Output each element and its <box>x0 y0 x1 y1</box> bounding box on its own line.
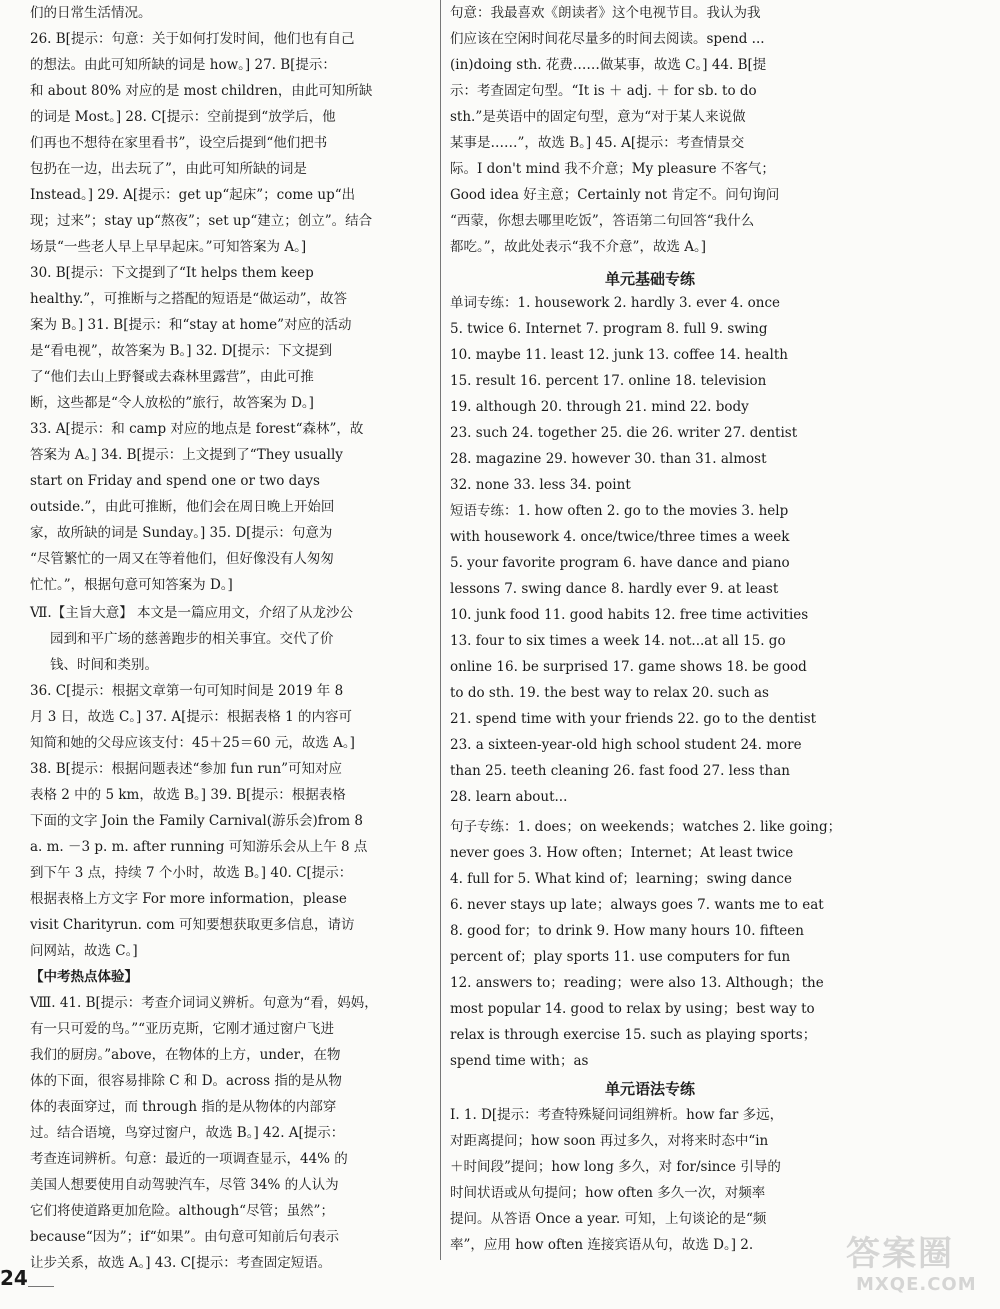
text-line: Good idea 好主意；Certainly not 肯定不。问句询问 <box>450 187 780 203</box>
text-line: 的想法。由此可知所缺的词是 how。] 27. B[提示： <box>30 57 336 73</box>
text-line: spend time with；as <box>450 1053 589 1069</box>
text-line: 时间状语或从句提问；how often 多久一次，对频率 <box>450 1185 766 1201</box>
text-line: 对距离提问；how soon 再过多久，对将来时态中“in <box>450 1133 769 1149</box>
text-line: 13. four to six times a week 14. not...at all 15. go <box>450 633 786 649</box>
text-line: 单词专练：1. housework 2. hardly 3. ever 4. once <box>450 295 781 311</box>
text-line: 12. answers to；reading；were also 13. Although；the <box>450 975 824 991</box>
text-line: 28. magazine 29. however 30. than 31. almost <box>450 451 767 467</box>
text-line: start on Friday and spend one or two days <box>30 473 320 489</box>
text-line: 30. B[提示：下文提到了“It helps them keep <box>30 265 314 281</box>
text-line: 21. spend time with your friends 22. go to the dentist <box>450 711 817 727</box>
text-line: 32. none 33. less 34. point <box>450 477 631 493</box>
text-line: 4. full for 5. What kind of；learning；swing dance <box>450 871 792 887</box>
text-line: 答案为 A。] 34. B[提示：上文提到了“They usually <box>30 447 343 463</box>
text-line: 10. maybe 11. least 12. junk 13. coffee 14. health <box>450 347 788 363</box>
text-line: 家，故所缺的词是 Sunday。] 35. D[提示：句意为 <box>30 525 333 541</box>
text-line: 下面的文字 Join the Family Carnival(游乐会)from 8 <box>30 813 364 829</box>
section-title-basic-practice: 单元基础专练 <box>604 270 695 288</box>
text-line: never goes 3. How often；Internet；At least twice <box>450 845 794 861</box>
text-line: “西蒙，你想去哪里吃饭”，答语第二句回答“我什么 <box>450 213 755 229</box>
text-line: 案为 B。] 31. B[提示：和“stay at home”对应的活动 <box>30 317 352 333</box>
text-line: 提问。从答语 Once a year. 可知，上句谈论的是“频 <box>450 1211 767 1227</box>
text-line: lessons 7. swing dance 8. hardly ever 9. at least <box>450 581 779 597</box>
text-line: 短语专练：1. how often 2. go to the movies 3. help <box>450 503 789 519</box>
text-line: 8. good for；to drink 9. How many hours 10. fifteen <box>450 923 804 939</box>
text-line: 是“看电视”，故答案为 B。] 32. D[提示：下文提到 <box>30 343 333 359</box>
watermark-text: 答案圈 <box>846 1234 954 1274</box>
text-line: 场景“一些老人早上早早起床。”可知答案为 A。] <box>30 239 307 255</box>
text-line: 们应该在空闲时间花尽量多的时间去阅读。spend ... <box>450 31 765 47</box>
text-line: sth.”是英语中的固定句型，意为“对于某人来说做 <box>450 109 746 125</box>
text-line: because“因为”；if“如果”。由句意可知前后句表示 <box>30 1229 340 1245</box>
text-line: outside.”，由此可推断，他们会在周日晚上开始回 <box>30 499 335 515</box>
text-line: (in)doing sth. 花费……做某事，故选 C。] 44. B[提 <box>450 57 767 73</box>
text-line: 5. twice 6. Internet 7. program 8. full 9. swing <box>450 321 768 337</box>
text-line: 了“他们去山上野餐或去森林里露营”，由此可推 <box>30 369 314 385</box>
page-number: 24 <box>0 1266 28 1290</box>
text-line: most popular 14. good to relax by using；best way to <box>450 1001 815 1017</box>
text-line: 19. although 20. through 21. mind 22. body <box>450 399 749 415</box>
page-rule <box>28 1286 54 1287</box>
text-line: a. m. －3 p. m. after running 可知游乐会从上午 8 点 <box>30 839 368 855</box>
text-line: 5. your favorite program 6. have dance and piano <box>450 555 790 571</box>
text-line: online 16. be surprised 17. game shows 18. be good <box>450 659 807 675</box>
text-line: healthy.”，可推断与之搭配的短语是“做运动”，故答 <box>30 291 347 307</box>
text-line: 我们的厨房。”above，在物体的上方，under，在物 <box>30 1047 341 1063</box>
text-line: 包扔在一边，出去玩了”，由此可知所缺的词是 <box>30 161 307 177</box>
text-line: 都吃。”，故此处表示“我不介意”，故选 A。] <box>450 239 707 255</box>
text-line: 10. junk food 11. good habits 12. free time activities <box>450 607 809 623</box>
text-line: percent of；play sports 11. use computers for fun <box>450 949 791 965</box>
text-line: 36. C[提示：根据文章第一句可知时间是 2019 年 8 <box>30 683 344 699</box>
text-line: Ⅷ. 41. B[提示：考查介词词义辨析。句意为“看，妈妈， <box>30 995 378 1011</box>
text-line: 考查连词辨析。句意：最近的一项调查显示，44% 的 <box>30 1151 348 1167</box>
text-line: 表格 2 中的 5 km，故选 B。] 39. B[提示：根据表格 <box>30 787 346 803</box>
text-line: 钱、时间和类别。 <box>50 657 158 673</box>
text-line: 际。I don't mind 我不介意；My pleasure 不客气； <box>450 161 775 177</box>
text-line: Ⅰ. 1. D[提示：考查特殊疑问词组辨析。how far 多远， <box>450 1107 784 1123</box>
column-divider <box>440 0 441 1260</box>
text-line: 26. B[提示：句意：关于如何打发时间，他们也有自己 <box>30 31 355 47</box>
text-line: 句子专练：1. does；on weekends；watches 2. like going； <box>450 819 842 835</box>
text-line: 23. a sixteen-year-old high school student 24. more <box>450 737 802 753</box>
text-line: 示：考查固定句型。“It is ＋ adj. ＋ for sb. to do <box>450 83 757 99</box>
text-line: 15. result 16. percent 17. online 18. television <box>450 373 767 389</box>
text-line: 体的表面穿过，而 through 指的是从物体的内部穿 <box>30 1099 337 1115</box>
section-title-grammar-practice: 单元语法专练 <box>604 1080 695 1098</box>
text-line: to do sth. 19. the best way to relax 20. such as <box>450 685 769 701</box>
text-line: 到下午 3 点，持续 7 个小时，故选 B。] 40. C[提示： <box>30 865 353 881</box>
section-summary: Ⅶ.【主旨大意】 本文是一篇应用文，介绍了从龙沙公 <box>30 605 354 621</box>
text-line: 6. never stays up late；always goes 7. wants me to eat <box>450 897 824 913</box>
text-line: 有一只可爱的鸟。”“亚历克斯，它刚才通过窗户飞进 <box>30 1021 335 1037</box>
text-line: with housework 4. once/twice/three times a week <box>450 529 790 545</box>
text-line: 问网站，故选 C。] <box>30 943 138 959</box>
text-line: than 25. teeth cleaning 26. fast food 27. less than <box>450 763 790 779</box>
text-line: 和 about 80% 对应的是 most children，由此可知所缺 <box>30 83 373 99</box>
text-line: 园到和平广场的慈善跑步的相关事宜。交代了价 <box>50 631 334 647</box>
text-line: 们的日常生活情况。 <box>30 5 152 21</box>
text-line: 现；过来”；stay up“熬夜”；set up“建立；创立”。结合 <box>30 213 373 229</box>
watermark-url: MXQE.COM <box>856 1274 977 1295</box>
text-line: 知简和她的父母应该支付：45＋25＝60 元，故选 A。] <box>30 735 355 751</box>
section-heading: 【中考热点体验】 <box>30 969 138 985</box>
text-line: Instead。] 29. A[提示：get up“起床”；come up“出 <box>30 187 356 203</box>
text-line: 月 3 日，故选 C。] 37. A[提示：根据表格 1 的内容可 <box>30 709 353 725</box>
text-line: relax is through exercise 15. such as playing sports； <box>450 1027 817 1043</box>
text-line: 23. such 24. together 25. die 26. writer 27. dentist <box>450 425 798 441</box>
text-line: 让步关系，故选 A。] 43. C[提示：考查固定短语。 <box>30 1255 332 1271</box>
text-line: 们再也不想待在家里看书”，设空后提到“他们把书 <box>30 135 328 151</box>
text-line: 根据表格上方文字 For more information，please <box>30 891 347 907</box>
text-line: 美国人想要使用自动驾驶汽车，尽管 34% 的人认为 <box>30 1177 339 1193</box>
text-line: 忙忙。”，根据句意可知答案为 D。] <box>30 577 233 593</box>
text-line: “尽管繁忙的一周又在等着他们，但好像没有人匆匆 <box>30 551 334 567</box>
text-line: 句意：我最喜欢《朗读者》这个电视节目。我认为我 <box>450 5 761 21</box>
watermark-logo <box>838 1222 988 1302</box>
text-line: visit Charityrun. com 可知要想获取更多信息，请访 <box>30 917 355 933</box>
text-line: 率”，应用 how often 连接宾语从句，故选 D。] 2. <box>450 1237 754 1253</box>
text-line: 体的下面，很容易排除 C 和 D。across 指的是从物 <box>30 1073 342 1089</box>
text-line: ＋时间段”提问；how long 多久，对 for/since 引导的 <box>450 1159 781 1175</box>
text-line: 38. B[提示：根据问题表述“参加 fun run”可知对应 <box>30 761 343 777</box>
text-line: 某事是……”，故选 B。] 45. A[提示：考查情景交 <box>450 135 745 151</box>
text-line: 过。结合语境，鸟穿过窗户，故选 B。] 42. A[提示： <box>30 1125 345 1141</box>
text-line: 它们将使道路更加危险。although“尽管；虽然”； <box>30 1203 334 1219</box>
text-line: 33. A[提示：和 camp 对应的地点是 forest“森林”，故 <box>30 421 364 437</box>
text-line: 的词是 Most。] 28. C[提示：空前提到“放学后，他 <box>30 109 336 125</box>
text-line: 断，这些都是“令人放松的”旅行，故答案为 D。] <box>30 395 314 411</box>
text-line: 28. learn about... <box>450 789 568 805</box>
